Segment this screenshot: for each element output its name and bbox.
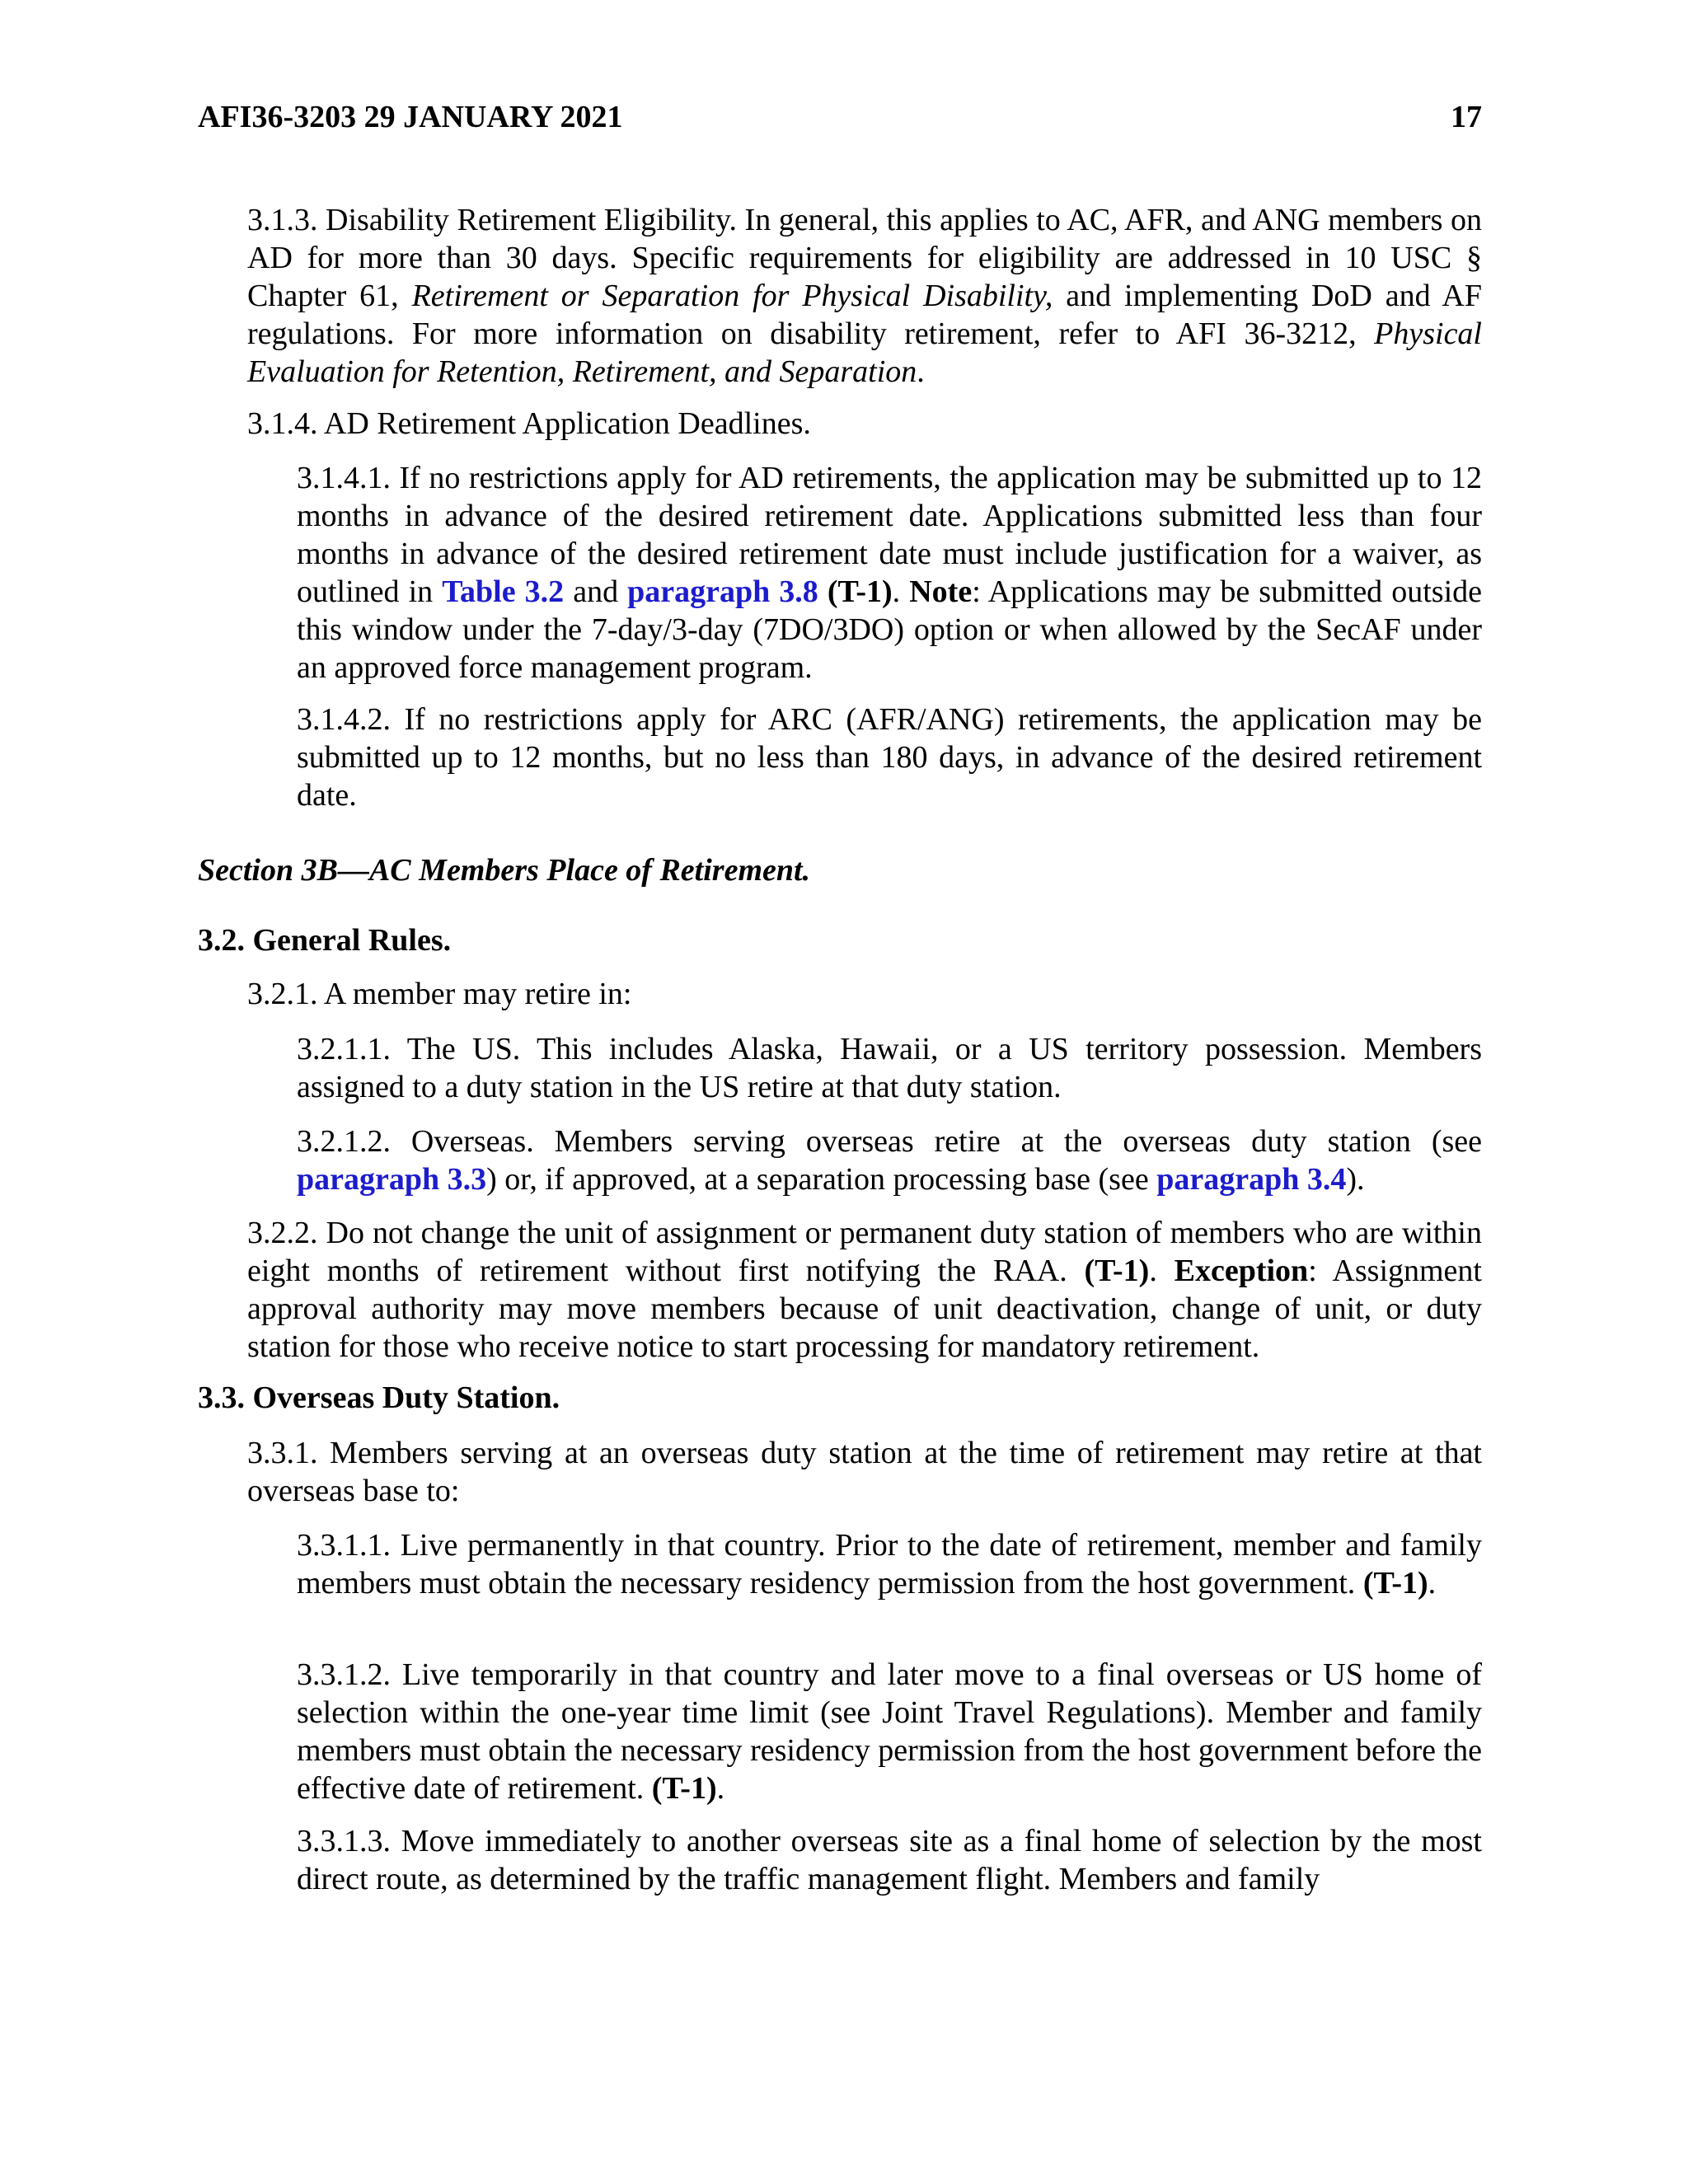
header-title: AFI36-3203 29 JANUARY 2021 (198, 100, 623, 134)
paragraph-3-1-4-1: 3.1.4.1. If no restrictions apply for AD retirements, the application may be submitted up to 12 months in advance of the desired retirement date. Applications submitted less than four months in advance of the desired retirement date must include justification for a waiver, as outlined in Table 3.2 and paragraph 3.8 (T-1). Note: Applications may be submitted outside this window under the 7-day/3-day (7DO/3DO) option or when allowed by the SecAF under an approved force management program. (297, 461, 1482, 685)
link-paragraph-3-3[interactable]: paragraph 3.3 (297, 1162, 487, 1197)
heading-3-2: 3.2. General Rules. (198, 923, 452, 958)
paragraph-3-1-4-2: 3.1.4.2. If no restrictions apply for ARC (AFR/ANG) retirements, the application may be submitted up to 12 months, but no less than 180 days, in advance of the desired retirement date. (297, 702, 1482, 813)
paragraph-3-3-1-1: 3.3.1.1. Live permanently in that country. Prior to the date of retirement, member and family members must obtain the necessary residency permission from the host government. (T-1). (297, 1528, 1482, 1601)
link-paragraph-3-4[interactable]: paragraph 3.4 (1156, 1162, 1347, 1197)
paragraph-3-3-1-3: 3.3.1.3. Move immediately to another overseas site as a final home of selection by the most direct route, as determined by the traffic management flight. Members and family (297, 1824, 1482, 1896)
paragraph-3-3-1: 3.3.1. Members serving at an overseas duty station at the time of retirement may retire at that overseas base to: (247, 1436, 1482, 1508)
paragraph-3-2-2: 3.2.2. Do not change the unit of assignment or permanent duty station of members who are within eight months of retirement without first notifying the RAA. (T-1). Exception: Assignment approval authority may move members because of unit deactivation, change of unit, or duty station for those who receive notice to start processing for mandatory retirement. (247, 1216, 1482, 1364)
paragraph-3-3-1-2: 3.3.1.2. Live temporarily in that country and later move to a final overseas or US home of selection within the one-year time limit (see Joint Travel Regulations). Member and family members must obtain the necessary residency permission from the host government before the effective date of retirement. (T-1). (297, 1657, 1482, 1806)
paragraph-3-2-1-1: 3.2.1.1. The US. This includes Alaska, Hawaii, or a US territory possession. Members assigned to a duty station in the US retire at that duty station. (297, 1032, 1482, 1104)
paragraph-3-2-1-2: 3.2.1.2. Overseas. Members serving overseas retire at the overseas duty station (see paragraph 3.3) or, if approved, at a separation processing base (see paragraph 3.4). (297, 1124, 1482, 1197)
paragraph-3-1-4: 3.1.4. AD Retirement Application Deadlines. (247, 406, 811, 441)
link-paragraph-3-8[interactable]: paragraph 3.8 (627, 574, 818, 609)
paragraph-3-1-3: 3.1.3. Disability Retirement Eligibility. In general, this applies to AC, AFR, and ANG members on AD for more than 30 days. Specific requirements for eligibility are addressed in 10 USC § Chapter 61, Retirement or Separation for Physical Disability, and implementing DoD and AF regulations. For more information on disability retirement, refer to AFI 36-3212, Physical Evaluation for Retention, Retirement, and Separation. (247, 203, 1482, 389)
heading-3-3: 3.3. Overseas Duty Station. (198, 1380, 560, 1415)
paragraph-3-2-1: 3.2.1. A member may retire in: (247, 977, 632, 1011)
link-table-3-2[interactable]: Table 3.2 (442, 574, 565, 609)
section-3b-heading: Section 3B—AC Members Place of Retirement. (198, 853, 811, 888)
page-number: 17 (1451, 100, 1482, 134)
